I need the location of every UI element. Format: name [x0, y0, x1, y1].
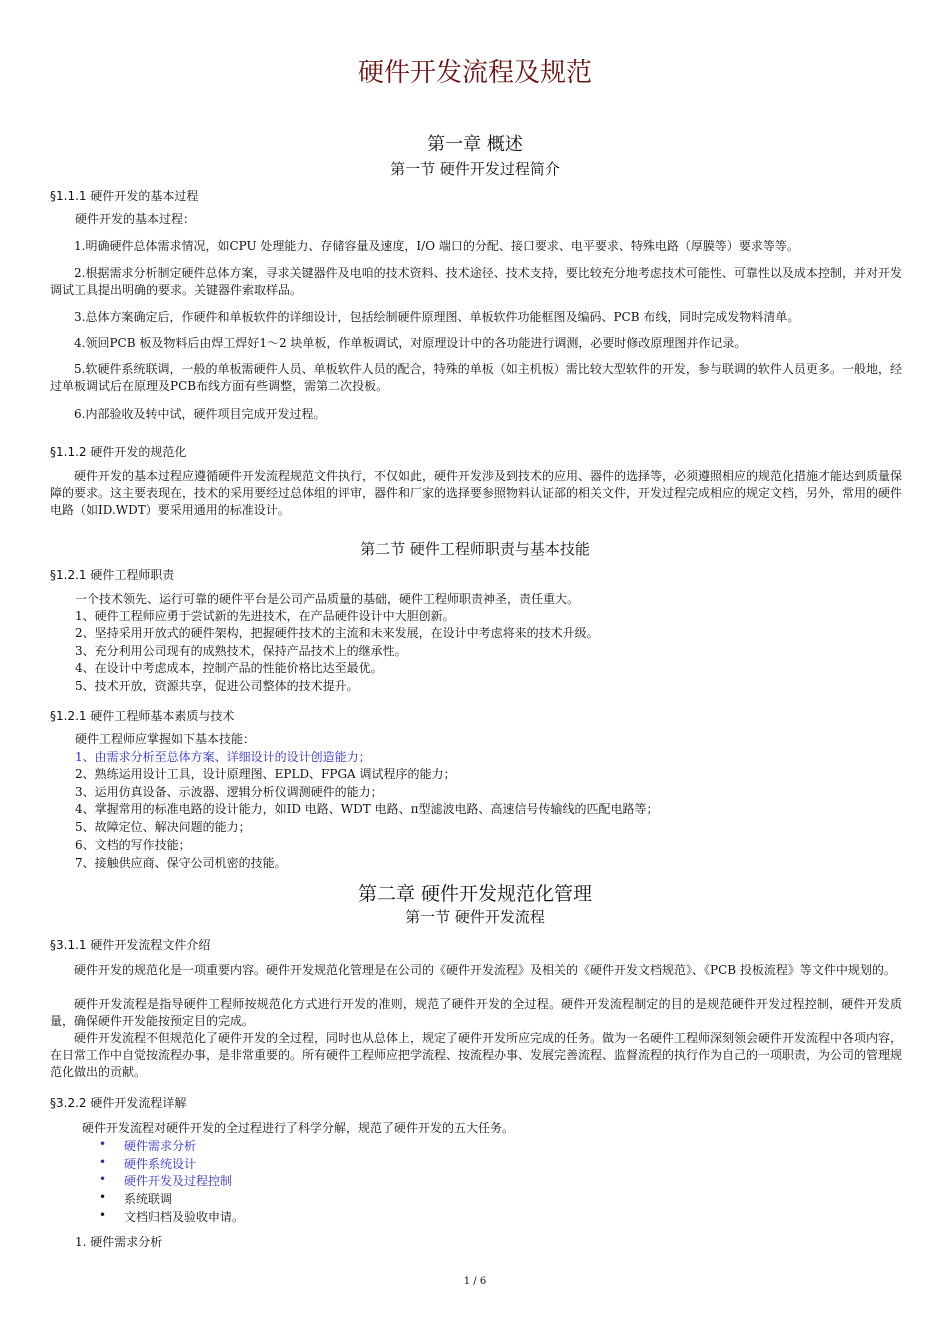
- list-item: 2.根据需求分析制定硬件总体方案，寻求关键器件及电咱的技术资料、技术途径、技术支持，要比较充分地考虑技术可能性、可靠性以及成本控制，并对开发调试工具提出明确的要求。关键器件索取样品。: [50, 266, 902, 297]
- subsection-1-2-1-heading: §1.2.1 硬件工程师职责: [50, 568, 175, 582]
- section-1-1-heading: 第一节 硬件开发过程简介: [390, 160, 560, 178]
- step-heading: 1. 硬件需求分析: [75, 1235, 163, 1249]
- list-item: 3、充分利用公司现有的成熟技术，保持产品技术上的继承性。: [75, 644, 407, 658]
- chapter-2-heading: 第二章 硬件开发规范化管理: [357, 883, 593, 905]
- bullet-link-requirements[interactable]: • 硬件需求分析: [98, 1137, 244, 1155]
- list-item: 5、技术开放，资源共享，促进公司整体的技术提升。: [75, 679, 359, 693]
- list-item: 6、文档的写作技能；: [75, 838, 191, 852]
- paragraph: 硬件开发流程不但规范化了硬件开发的全过程，同时也从总体上，规定了硬件开发所应完成的任务。做为一名硬件工程师深刻领会硬件开发流程中各项内容，在日常工作中自觉按流程办事，是非常重要的。所有硬件工程师应把学流程、按流程办事、发展完善流程、监督流程的执行作为自己的一项职责，为公司的管理规范化做出的贡献。: [50, 1031, 903, 1079]
- list-item: 4.领回PCB 板及物料后由焊工焊好1～2 块单板，作单板调试，对原理设计中的各功能进行调测，必要时修改原理图并作记录。: [74, 336, 747, 350]
- list-item: 3、运用仿真设备、示波器、逻辑分析仪调测硬件的能力；: [75, 785, 383, 799]
- paragraph: 硬件开发流程对硬件开发的全过程进行了科学分解，规范了硬件开发的五大任务。: [82, 1121, 515, 1135]
- subsection-3-2-2-heading: §3.2.2 硬件开发流程详解: [50, 1096, 187, 1110]
- section-2-1-heading: 第一节 硬件开发流程: [405, 908, 545, 926]
- chapter-1-heading: 第一章 概述: [427, 134, 523, 155]
- subsection-1-2-1b-heading: §1.2.1 硬件工程师基本素质与技术: [50, 709, 235, 723]
- subsection-1-1-1-heading: §1.1.1 硬件开发的基本过程: [50, 189, 199, 203]
- paragraph: 硬件开发的基本过程应遵循硬件开发流程规范文件执行，不仅如此，硬件开发涉及到技术的应用、器件的选择等，必须遵照相应的规范化措施才能达到质量保障的要求。这主要表现在，技术的采用要经过总体组的评审，器件和厂家的选择要参照物料认证部的相关文件，开发过程完成相应的规定文档，另外，常用的硬件电路（如ID.WDT）要采用通用的标准设计。: [50, 469, 903, 517]
- paragraph: 一个技术领先、运行可靠的硬件平台是公司产品质量的基础，硬件工程师职责神圣，责任重大。: [75, 592, 580, 606]
- bullet-item: • 文档归档及验收申请。: [98, 1208, 244, 1226]
- list-item: 4、在设计中考虑成本，控制产品的性能价格比达至最优。: [75, 661, 383, 675]
- list-item: 3.总体方案确定后，作硬件和单板软件的详细设计，包括绘制硬件原理图、单板软件功能框图及编码、PCB 布线，同时完成发物料清单。: [74, 310, 800, 324]
- list-item-link[interactable]: 1、由需求分析至总体方案、详细设计的设计创造能力；: [75, 750, 371, 764]
- list-item: 5、故障定位、解决问题的能力；: [75, 820, 251, 834]
- list-item: 6.内部验收及转中试，硬件项目完成开发过程。: [74, 407, 326, 421]
- list-item: 1、硬件工程师应勇于尝试新的先进技术，在产品硬件设计中大胆创新。: [75, 609, 455, 623]
- list-item: 4、掌握常用的标准电路的设计能力，如ID 电路、WDT 电路、π型滤波电路、高速信号传输线的匹配电路等；: [75, 802, 659, 816]
- list-item: 5.软硬件系统联调，一般的单板需硬件人员、单板软件人员的配合，特殊的单板（如主机板）需比较大型软件的开发，参与联调的软件人员更多。一般地，经过单板调试后在原理及PCB布线方面有些调整，需第二次投板。: [50, 362, 902, 393]
- paragraph: 硬件开发的规范化是一项重要内容。硬件开发规范化管理是在公司的《硬件开发流程》及相关的《硬件开发文档规范》、《PCB 投板流程》等文件中规划的。: [74, 963, 896, 977]
- list-item: 7、接触供应商、保守公司机密的技能。: [75, 856, 287, 870]
- bullet-link-process-control[interactable]: • 硬件开发及过程控制: [98, 1172, 244, 1190]
- document-title: 硬件开发流程及规范: [357, 58, 592, 88]
- list-item: 1.明确硬件总体需求情况，如CPU 处理能力、存储容量及速度，I/O 端口的分配、接口要求、电平要求、特殊电路（厚膜等）要求等等。: [74, 239, 799, 253]
- list-item: 2、熟练运用设计工具，设计原理图、EPLD、FPGA 调试程序的能力；: [75, 767, 456, 781]
- page-number: 1 / 6: [463, 1276, 487, 1287]
- subsection-1-1-2-heading: §1.1.2 硬件开发的规范化: [50, 445, 187, 459]
- subsection-3-1-1-heading: §3.1.1 硬件开发流程文件介绍: [50, 938, 211, 952]
- paragraph: 硬件工程师应掌握如下基本技能：: [75, 732, 256, 746]
- task-bullet-list: [98, 1137, 244, 1225]
- list-item: 2、坚持采用开放式的硬件架构，把握硬件技术的主流和未来发展，在设计中考虑将来的技术升级。: [75, 626, 599, 640]
- paragraph: 硬件开发的基本过程：: [75, 212, 196, 226]
- bullet-item: • 系统联调: [98, 1190, 244, 1208]
- paragraph: 硬件开发流程是指导硬件工程师按规范化方式进行开发的准则，规范了硬件开发的全过程。硬件开发流程制定的目的是规范硬件开发过程控制，硬件开发质量，确保硬件开发能按预定目的完成。: [50, 997, 902, 1028]
- bullet-link-system-design[interactable]: • 硬件系统设计: [98, 1155, 244, 1173]
- section-1-2-heading: 第二节 硬件工程师职责与基本技能: [360, 540, 590, 558]
